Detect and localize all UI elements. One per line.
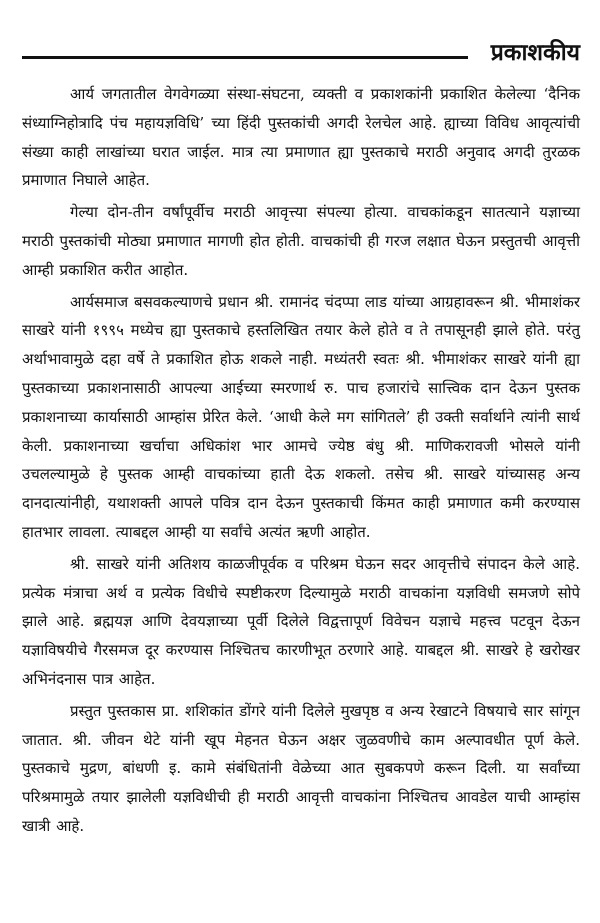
page-title: प्रकाशकीय (490, 39, 580, 66)
header-rule (22, 56, 468, 59)
page-header (22, 38, 580, 78)
paragraph-demand: गेल्या दोन-तीन वर्षांपूर्वीच मराठी आवृत्त्या संपल्या होत्या. वाचकांकडून सातत्याने यज्ञाच्या मराठी पुस्तकांची मोठ्या प्रमाणात मागणी होत होती. वाचकांची ही गरज लक्षात घेऊन प्रस्तुतची आवृत्ती आम्ही प्रकाशित करीत आहोत. (22, 203, 580, 279)
paragraph-production: प्रस्तुत पुस्तकास प्रा. शशिकांत डोंगरे यांनी दिलेले मुखपृष्ठ व अन्य रेखाटने विषयाचे सार सांगून जातात. श्री. जीवन थेटे यांनी खूप मेहनत घेऊन अक्षर जुळवणीचे काम अल्पावधीत पूर्ण केले. पुस्तकाचे मुद्रण, बांधणी इ. कामे संबंधितांनी वेळेच्या आत सुबकपणे करून दिली. या सर्वांच्या परिश्रमामुळे तयार झालेली यज्ञविधीची ही मराठी आवृत्ती वाचकांना निश्चितच आवडेल याची आम्हांस खात्री आहे. (22, 701, 580, 835)
body-text (22, 80, 580, 841)
paragraph-acknowledgements: आर्यसमाज बसवकल्याणचे प्रधान श्री. रामानंद चंदप्पा लाड यांच्या आग्रहावरून श्री. भीमाशंकर साखरे यांनी १९९५ मध्येच ह्या पुस्तकाचे हस्तलिखित तयार केले होते व ते तपासूनही झाले होते. परंतु अर्थाभावामुळे दहा वर्षे ते प्रकाशित होऊ शकले नाही. मध्यंतरी स्वतः श्री. भीमाशंकर साखरे यांनी ह्या पुस्तकाच्या प्रकाशनासाठी आपल्या आईच्या स्मरणार्थ रु. पाच हजारांचे सात्त्विक दान देऊन पुस्तक प्रकाशनाच्या कार्यासाठी आम्हांस प्रेरित केले. ‘आधी केले मग सांगितले’ ही उक्ती सर्वार्थाने त्यांनी सार्थ केली. प्रकाशनाच्या खर्चाचा अधिकांश भार आमचे ज्येष्ठ बंधु श्री. माणिकरावजी भोसले यांनी उचलल्यामुळे हे पुस्तक आम्ही वाचकांच्या हाती देऊ शकलो. तसेच श्री. साखरे यांच्यासह अन्य दानदात्यांनीही, यथाशक्ती आपले पवित्र दान देऊन पुस्तकाची किंमत काही प्रमाणात कमी करण्यास हातभार लावला. त्याबद्दल आम्ही या सर्वांचे अत्यंत ऋणी आहोत. (22, 292, 580, 541)
paragraph-intro: आर्य जगतातील वेगवेगळ्या संस्था-संघटना, व्यक्ती व प्रकाशकांनी प्रकाशित केलेल्या ‘दैनिक संध्याग्निहोत्रादि पंच महायज्ञविधि’ च्या हिंदी पुस्तकांची अगदी रेलचेल आहे. ह्याच्या विविध आवृत्यांची संख्या काही लाखांच्या घरात जाईल. मात्र त्या प्रमाणात ह्या पुस्तकाचे मराठी अनुवाद अगदी तुरळक प्रमाणात निघाले आहेत. (22, 85, 580, 190)
paragraph-editing: श्री. साखरे यांनी अतिशय काळजीपूर्वक व परिश्रम घेऊन सदर आवृत्तीचे संपादन केले आहे. प्रत्येक मंत्राचा अर्थ व प्रत्येक विधीचे स्पष्टीकरण दिल्यामुळे मराठी वाचकांना यज्ञविधी समजणे सोपे झाले आहे. ब्रह्मयज्ञ आणि देवयज्ञाच्या पूर्वी दिलेले विद्वत्तापूर्ण विवेचन यज्ञाचे महत्त्व पटवून देऊन यज्ञाविषयीचे गैरसमज दूर करण्यास निश्चितच कारणीभूत ठरणारे आहे. याबद्दल श्री. साखरे हे खरोखर अभिनंदनास पात्र आहेत. (22, 554, 580, 688)
